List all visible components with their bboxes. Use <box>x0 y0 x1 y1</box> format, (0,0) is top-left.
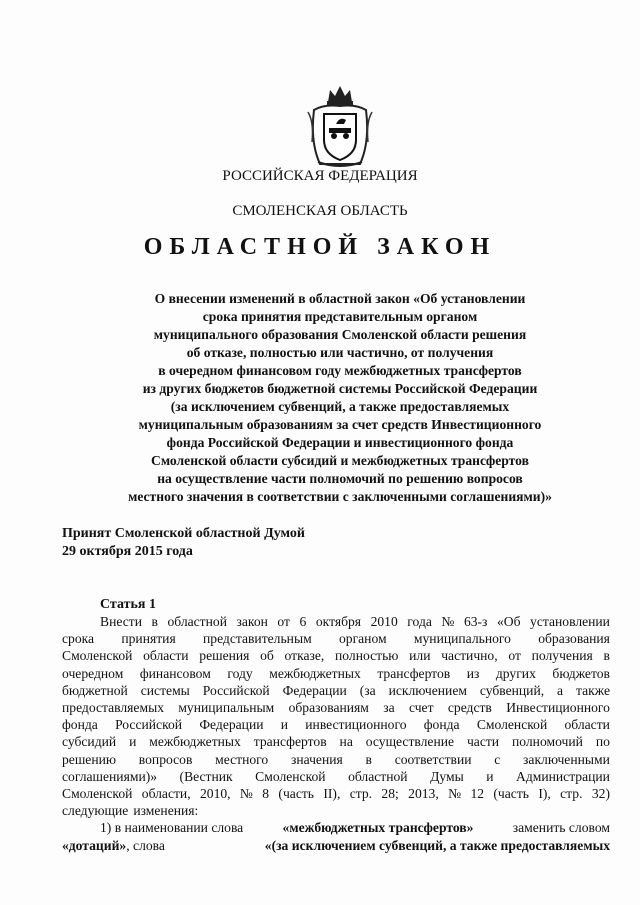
word: Смоленской <box>255 768 326 784</box>
word: области, <box>141 786 191 802</box>
word: стр. <box>349 786 373 802</box>
item-text-group <box>62 837 165 854</box>
word: органом <box>338 631 387 647</box>
word: году <box>227 665 253 681</box>
title-line: срока принятия представительным органом <box>202 309 478 324</box>
word: закон <box>236 614 268 629</box>
word: Смоленской <box>62 648 133 664</box>
word: субвенций, <box>479 682 545 698</box>
article-line <box>62 802 610 819</box>
word: также <box>576 682 610 698</box>
item-text: , слова <box>126 837 165 853</box>
word: об <box>260 648 274 664</box>
adopted-by: Принят Смоленской областной Думой <box>62 526 305 541</box>
word: 12 <box>470 786 485 802</box>
word: средств <box>447 700 492 716</box>
word: части <box>466 734 500 750</box>
word: Федерации <box>199 717 264 733</box>
word: Инвестиционного <box>506 700 610 716</box>
smolensk-coat-of-arms-icon <box>300 82 380 172</box>
word: (за <box>359 682 376 698</box>
word: предоставляемых <box>62 700 164 716</box>
word: решения <box>199 648 250 664</box>
title-line: местного значения в соответствии с заключенными соглашениями)» <box>128 489 552 504</box>
item-text: 1) в наименовании слова <box>100 820 244 836</box>
region-name: СМОЛЕНСКАЯ ОБЛАСТЬ <box>232 203 408 219</box>
word: от <box>277 614 290 629</box>
word: Смоленской <box>476 717 548 733</box>
word: межбюджетных <box>269 665 361 681</box>
word: бюджетной <box>62 682 128 698</box>
word: 28; <box>381 786 399 802</box>
word: по <box>595 734 610 750</box>
article-line <box>62 647 610 664</box>
word: 6 <box>299 614 307 629</box>
word: за <box>383 700 395 716</box>
word: и <box>129 734 137 750</box>
word: областной <box>348 768 408 784</box>
title-line: Смоленской области субсидий и межбюджетных трансфертов <box>151 453 529 468</box>
word: 63-з <box>463 614 488 629</box>
word: бюджетов <box>552 665 610 681</box>
word: трансфертов <box>377 665 451 681</box>
item-bold-text: «(за исключением субвенций, а также предоставляемых <box>264 837 610 853</box>
word: осуществление <box>365 734 455 750</box>
title-line: об отказе, полностью или частично, от получения <box>186 345 494 360</box>
word: получения <box>531 648 593 664</box>
law-title <box>60 290 620 506</box>
word: Думы <box>430 768 464 784</box>
word: муниципального <box>413 631 511 647</box>
word: вопросов <box>138 751 193 767</box>
title-line: на осуществление части полномочий по решению вопросов <box>157 471 523 486</box>
word: областной <box>167 614 227 629</box>
word: муниципальным <box>178 700 275 716</box>
country-name: РОССИЙСКАЯ ФЕДЕРАЦИЯ <box>222 168 418 184</box>
word: а <box>557 682 564 698</box>
word: 32) <box>591 786 610 802</box>
word: заключенными <box>523 751 610 767</box>
item-bold-text: «дотаций» <box>62 837 127 853</box>
word: из <box>466 665 480 681</box>
title-line: в очередном финансовом году межбюджетных трансфертов <box>158 363 522 378</box>
adoption-info <box>62 525 305 561</box>
word: или <box>409 648 431 664</box>
word: года <box>407 614 432 629</box>
word: принятия <box>121 631 176 647</box>
article-line <box>62 716 610 733</box>
item-text: заменить словом <box>512 820 610 836</box>
word: Администрации <box>516 768 610 784</box>
word: полномочий <box>512 734 583 750</box>
word: в <box>151 614 158 629</box>
word: местного <box>215 751 269 767</box>
amendment-item-1-line <box>62 819 610 836</box>
word: отказе, <box>284 648 325 664</box>
word: стр. <box>560 786 583 802</box>
word: (Вестник <box>179 768 233 784</box>
adoption-date: 29 октября 2015 года <box>62 544 193 559</box>
word: Смоленской <box>62 786 133 802</box>
word: I), <box>538 786 551 802</box>
word: фонда <box>423 717 460 733</box>
word: изменения: <box>133 803 199 819</box>
word: частично, <box>441 648 498 664</box>
word: в <box>365 751 372 767</box>
word: (часть <box>278 786 314 802</box>
title-line: фонда Российской Федерации и инвестиционного фонда <box>166 435 514 450</box>
word: области <box>564 717 610 733</box>
word: инвестиционного <box>305 717 407 733</box>
word: системы <box>140 682 190 698</box>
article-line <box>62 733 610 750</box>
article-line <box>62 665 610 682</box>
word: соглашениями)» <box>62 768 158 784</box>
word: Федерации <box>282 682 347 698</box>
word: образованиям <box>288 700 369 716</box>
word: Российской <box>115 717 183 733</box>
article-line <box>62 751 610 768</box>
title-line: О внесении изменений в областной закон «Об установлении <box>154 291 526 306</box>
word: 8 <box>262 786 270 802</box>
word: октября <box>315 614 362 629</box>
article-line <box>62 682 610 699</box>
article-heading: Статья 1 <box>100 597 156 612</box>
word: срока <box>62 631 95 647</box>
word: 2010, <box>199 786 231 802</box>
article-body <box>62 613 610 854</box>
item-bold-text: «межбюджетных трансфертов» <box>282 820 474 836</box>
document-type-heading: ОБЛАСТНОЙ ЗАКОН <box>143 234 497 260</box>
word: соответствии <box>394 751 472 767</box>
word: следующие <box>62 803 129 819</box>
word: трансфертов <box>253 734 327 750</box>
title-line: из других бюджетов бюджетной системы Российской Федерации <box>142 381 538 396</box>
word: «Об <box>496 614 521 629</box>
word: области <box>143 648 189 664</box>
word: от <box>508 648 521 664</box>
word: в <box>603 648 610 664</box>
word: значения <box>290 751 343 767</box>
word: № <box>441 614 455 629</box>
word: исключением <box>388 682 467 698</box>
word: фонда <box>62 717 98 733</box>
word: финансовом <box>139 665 211 681</box>
word: представительным <box>203 631 312 647</box>
word: очередном <box>62 665 124 681</box>
word: 2010 <box>370 614 398 629</box>
word: других <box>495 665 536 681</box>
word: образования <box>538 631 610 647</box>
word: и <box>280 717 289 733</box>
word: решению <box>62 751 117 767</box>
word: полностью <box>335 648 399 664</box>
title-line: (за исключением субвенций, а также предоставляемых <box>170 399 510 414</box>
word: 2013, <box>408 786 439 802</box>
article-line <box>62 613 610 630</box>
word: Российской <box>202 682 270 698</box>
word: на <box>339 734 353 750</box>
amendment-item-1-line <box>62 837 610 854</box>
word: (часть <box>493 786 529 802</box>
word: с <box>494 751 501 767</box>
article-line <box>62 785 610 802</box>
title-line: муниципальным образованиям за счет средств Инвестиционного <box>138 417 542 432</box>
word: и <box>486 768 494 784</box>
article-line <box>62 768 610 785</box>
word: субсидий <box>62 734 117 750</box>
word: № <box>448 786 462 802</box>
word: Внести <box>100 614 142 629</box>
word: № <box>239 786 253 802</box>
article-line <box>62 699 610 716</box>
title-line: муниципального образования Смоленской области решения <box>153 327 527 342</box>
word: II), <box>323 786 341 802</box>
article-line <box>62 630 610 647</box>
word: межбюджетных <box>149 734 241 750</box>
word: счет <box>408 700 434 716</box>
word: установлении <box>530 614 610 629</box>
